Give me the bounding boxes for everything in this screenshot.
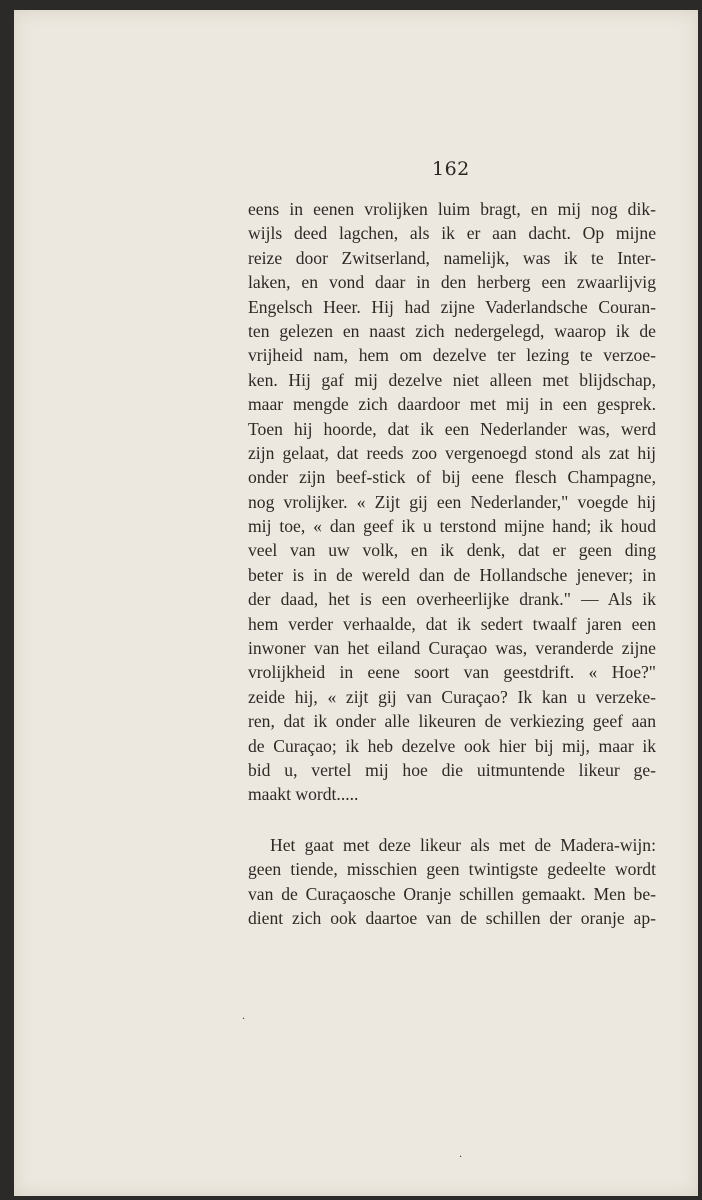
text-line: zeide hij, « zijt gij van Curaçao? Ik kan u verzeke- <box>248 686 656 707</box>
text-line: van de Curaçaosche Oranje schillen gemaakt. Men be- <box>248 883 656 904</box>
page-number: 162 <box>432 158 470 180</box>
text-line: ren, dat ik onder alle likeuren de verkiezing geef aan <box>248 711 656 732</box>
paragraph-1 <box>248 197 656 807</box>
text-line: beter is in de wereld dan de Hollandsche jenever; in <box>248 564 656 585</box>
text-line: reize door Zwitserland, namelijk, was ik te Inter- <box>248 247 656 268</box>
text-line: der daad, het is een overheerlijke drank." — Als ik <box>248 589 656 610</box>
text-line: zijn gelaat, dat reeds zoo vergenoegd stond als zat hij <box>248 442 656 463</box>
text-line: de Curaçao; ik heb dezelve ook hier bij mij, maar ik <box>248 735 656 756</box>
text-line: vrolijkheid in eene soort van geestdrift. « Hoe?" <box>248 662 656 683</box>
text-line: ten gelezen en naast zich nedergelegd, waarop ik de <box>248 320 656 341</box>
text-line: eens in eenen vrolijken luim bragt, en mij nog dik- <box>248 199 656 219</box>
text-line: laken, en vond daar in den herberg een zwaarlijvig <box>248 272 656 293</box>
text-line: vrijheid nam, hem om dezelve ter lezing te verzoe- <box>248 345 656 366</box>
text-line: nog vrolijker. « Zijt gij een Nederlander," voegde hij <box>248 491 656 512</box>
ink-speck: · <box>459 1152 463 1163</box>
text-line: dient zich ook daartoe van de schillen der oranje ap- <box>248 907 656 928</box>
text-line: maar mengde zich daardoor met mij in een gesprek. <box>248 394 656 415</box>
text-line: hem verder verhaalde, dat ik sedert twaalf jaren een <box>248 613 656 634</box>
ink-speck: · <box>242 1014 246 1025</box>
text-line: bid u, vertel mij hoe die uitmuntende likeur ge- <box>248 759 656 780</box>
text-line: wijls deed lagchen, als ik er aan dacht. Op mijne <box>248 223 656 244</box>
text-line: onder zijn beef-stick of bij eene flesch Champagne, <box>248 467 656 488</box>
book-page <box>14 10 698 1196</box>
text-line: Het gaat met deze likeur als met de Madera-wijn: <box>270 834 656 855</box>
text-line: geen tiende, misschien geen twintigste gedeelte wordt <box>248 859 656 880</box>
paragraph-2 <box>248 833 656 931</box>
body-text <box>248 197 656 930</box>
paragraph-gap <box>248 807 656 833</box>
text-line: ken. Hij gaf mij dezelve niet alleen met blijdschap, <box>248 369 656 390</box>
text-line: Engelsch Heer. Hij had zijne Vaderlandsche Couran- <box>248 296 656 317</box>
text-line: maakt wordt..... <box>248 784 359 805</box>
text-line: inwoner van het eiland Curaçao was, veranderde zijne <box>248 638 656 659</box>
text-line: mij toe, « dan geef ik u terstond mijne hand; ik houd <box>248 516 656 537</box>
text-line: Toen hij hoorde, dat ik een Nederlander was, werd <box>248 418 656 439</box>
text-line: veel van uw volk, en ik denk, dat er geen ding <box>248 540 656 561</box>
